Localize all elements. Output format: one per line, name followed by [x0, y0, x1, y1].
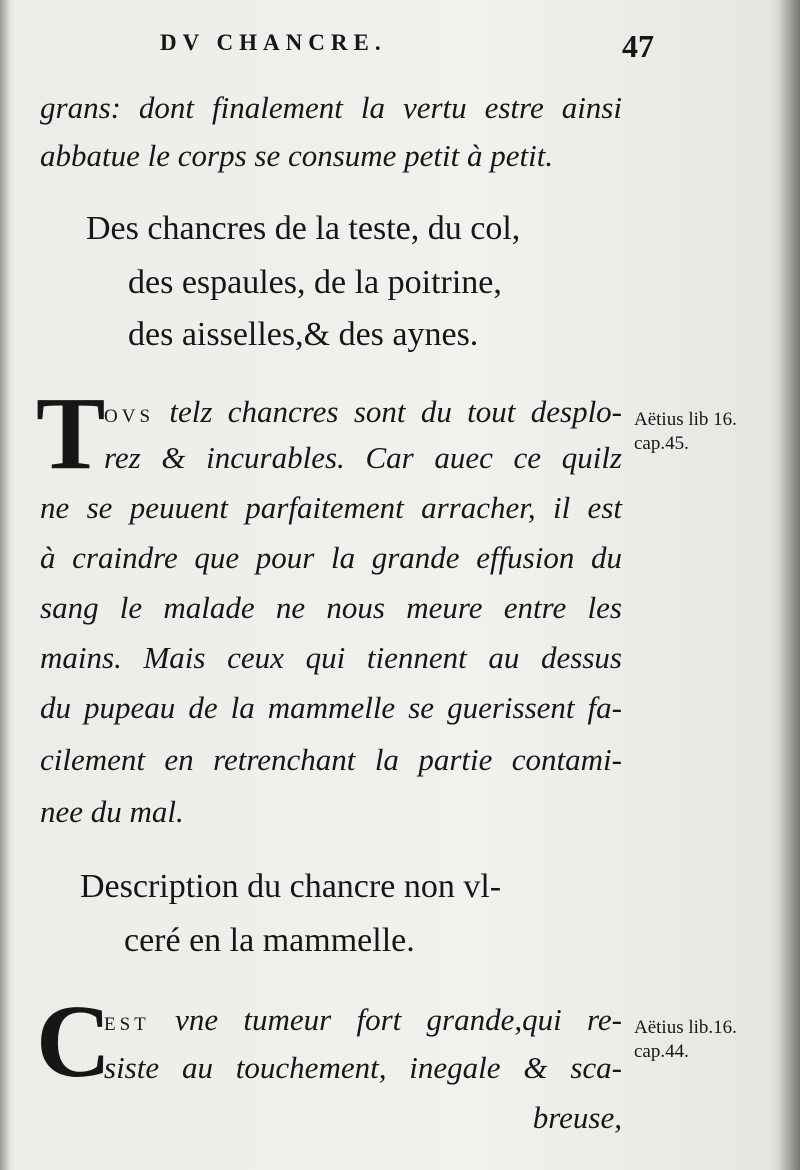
section2-heading-line-1: Description du chancre non vl-: [80, 868, 502, 905]
section1-body-line: rez & incurables. Car auec ce quilz: [104, 440, 622, 475]
running-head: DV CHANCRE.: [160, 30, 387, 55]
section2-heading-line-2: ceré en la mammelle.: [124, 922, 415, 959]
section1-margin-note-line-2: cap.45.: [634, 433, 689, 454]
page-number: 47: [622, 28, 654, 64]
section1-heading-line-2: des espaules, de la poitrine,: [128, 264, 502, 301]
section1-body-line: sang le malade ne nous meure entre les: [40, 590, 622, 625]
section1-body-line: à craindre que pour la grande effusion du: [40, 540, 622, 575]
section2-margin-note: [634, 1016, 737, 1064]
page-edge-shadow: [778, 0, 800, 1170]
section1-body-line: nee du mal.: [40, 794, 184, 829]
intro-line-1: grans: dont finalement la vertu estre ainsi: [40, 90, 622, 125]
section1-body-line: du pupeau de la mammelle se guerissent fa-: [40, 690, 622, 725]
intro-line-2: abbatue le corps se consume petit à petit.: [40, 138, 554, 173]
section1-heading-line-3: des aisselles,& des aynes.: [128, 316, 479, 353]
section1-first-line: [104, 394, 622, 430]
section2-drop-cap: C: [36, 984, 112, 1099]
section2-margin-note-line-1: Aëtius lib.16.: [634, 1017, 737, 1038]
section1-body-line: ne se peuuent parfaitement arracher, il est: [40, 490, 622, 525]
page-gutter-shadow: [0, 0, 10, 1170]
section1-margin-note: [634, 408, 737, 456]
section1-cap-rest: OVS: [104, 406, 155, 427]
section2-first-line: [104, 1002, 622, 1038]
section1-body-line: mains. Mais ceux qui tiennent au dessus: [40, 640, 622, 675]
section2-cap-rest: EST: [104, 1014, 150, 1035]
section1-heading-line-1: Des chancres de la teste, du col,: [86, 210, 521, 247]
section1-drop-cap: T: [36, 376, 106, 491]
section1-body-line: cilement en retrenchant la partie contami-: [40, 742, 622, 777]
section1-first-line-text: telz chancres sont du tout desplo-: [169, 394, 623, 429]
section2-body-line: siste au touchement, inegale & sca-: [104, 1050, 622, 1085]
section2-body-line: breuse,: [532, 1100, 622, 1135]
section2-margin-note-line-2: cap.44.: [634, 1041, 689, 1062]
section2-first-line-text: vne tumeur fort grande,qui re-: [175, 1002, 622, 1037]
section1-margin-note-line-1: Aëtius lib 16.: [634, 409, 737, 430]
